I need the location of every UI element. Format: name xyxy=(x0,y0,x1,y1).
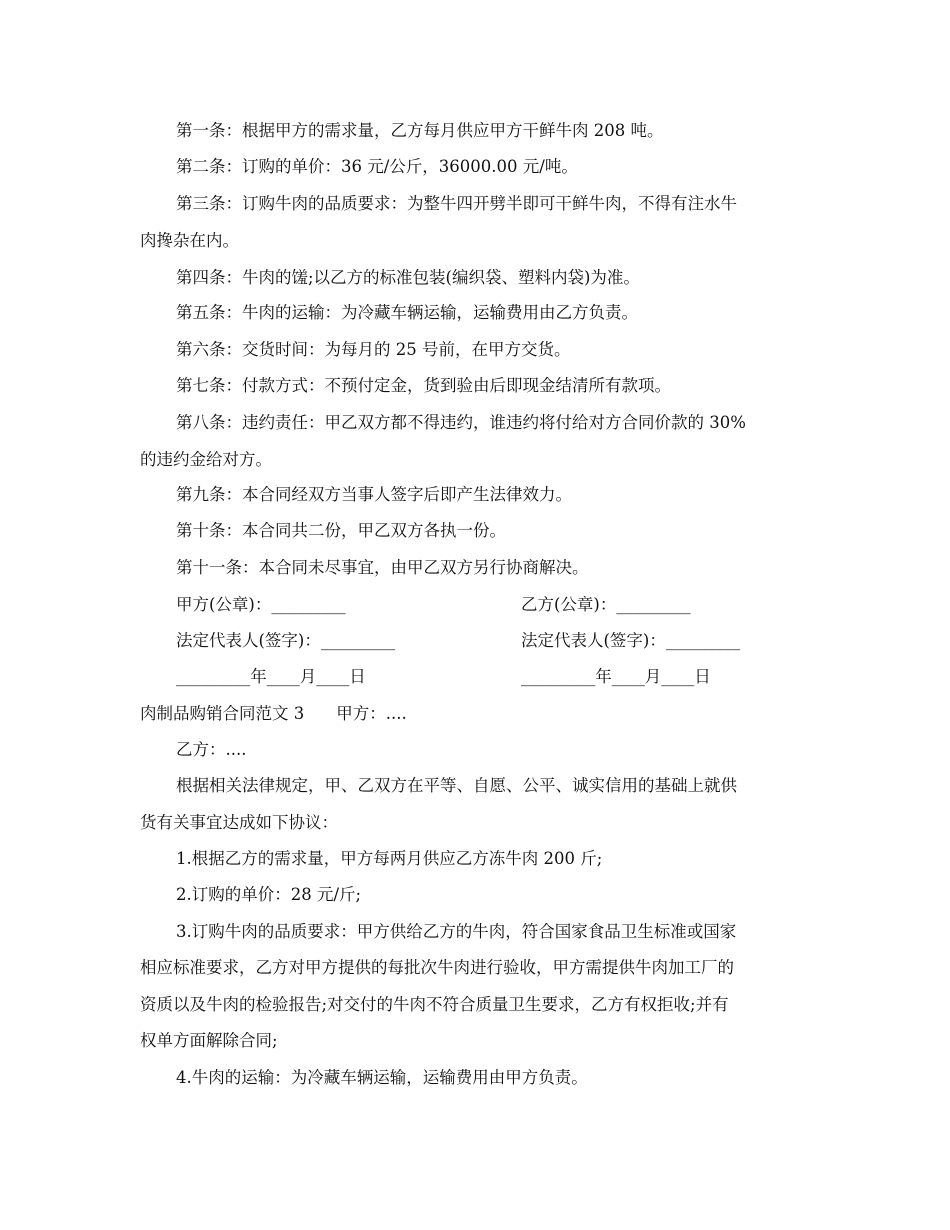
party-a-representative: 法定代表人(签字)：_________ xyxy=(176,631,396,650)
article-11: 第十一条：本合同未尽事宜，由甲乙双方另行协商解决。 xyxy=(176,558,589,577)
article-10: 第十条：本合同共二份，甲乙双方各执一份。 xyxy=(176,521,506,540)
party-b-seal: 乙方(公章)：_________ xyxy=(521,595,691,614)
clause-3-cont-1: 相应标准要求，乙方对甲方提供的每批次牛肉进行验收，甲方需提供牛肉加工厂的 xyxy=(140,958,734,977)
article-3-cont: 肉搀杂在内。 xyxy=(140,231,239,250)
clause-1: 1.根据乙方的需求量，甲方每两月供应乙方冻牛肉 200 斤; xyxy=(176,849,603,868)
party-a-date: _________年____月____日 xyxy=(176,667,366,686)
article-5: 第五条：牛肉的运输：为冷藏车辆运输，运输费用由乙方负责。 xyxy=(176,303,638,322)
article-2: 第二条：订购的单价：36 元/公斤，36000.00 元/吨。 xyxy=(176,157,578,176)
preamble-cont: 货有关事宜达成如下协议： xyxy=(140,813,338,832)
clause-4: 4.牛肉的运输：为冷藏车辆运输，运输费用由甲方负责。 xyxy=(176,1068,588,1087)
contract-3-heading xyxy=(140,704,812,724)
article-4: 第四条：牛肉的馐;以乙方的标准包装(编织袋、塑料内袋)为准。 xyxy=(176,268,640,287)
article-7: 第七条：付款方式：不预付定金，货到验由后即现金结清所有款项。 xyxy=(176,376,671,395)
clause-2: 2.订购的单价：28 元/斤; xyxy=(176,885,362,904)
article-6: 第六条：交货时间：为每月的 25 号前，在甲方交货。 xyxy=(176,340,571,359)
clause-3-cont-3: 权单方面解除合同; xyxy=(140,1031,278,1050)
party-b-date: _________年____月____日 xyxy=(521,667,711,686)
clause-3: 3.订购牛肉的品质要求：甲方供给乙方的牛肉，符合国家食品卫生标准或国家 xyxy=(176,922,737,941)
contract-3-party-a: 甲方：.... xyxy=(336,704,407,723)
party-b-representative: 法定代表人(签字)：_________ xyxy=(521,631,741,650)
clause-3-cont-2: 资质以及牛肉的检验报告;对交付的牛肉不符合质量卫生要求，乙方有权拒收;并有 xyxy=(140,995,729,1014)
article-8-cont: 的违约金给对方。 xyxy=(140,450,272,469)
preamble: 根据相关法律规定，甲、乙双方在平等、自愿、公平、诚实信用的基础上就供 xyxy=(176,776,737,795)
article-3: 第三条：订购牛肉的品质要求：为整牛四开劈半即可干鲜牛肉，不得有注水牛 xyxy=(176,194,737,213)
article-1: 第一条：根据甲方的需求量，乙方每月供应甲方干鲜牛肉 208 吨。 xyxy=(176,121,664,140)
party-a-seal: 甲方(公章)：_________ xyxy=(176,595,346,614)
contract-3-party-b: 乙方：.... xyxy=(176,740,247,759)
article-9: 第九条：本合同经双方当事人签字后即产生法律效力。 xyxy=(176,485,572,504)
article-8: 第八条：违约责任：甲乙双方都不得违约，谁违约将付给对方合同价款的 30% xyxy=(176,413,746,432)
contract-3-title: 肉制品购销合同范文 3 xyxy=(140,704,305,723)
